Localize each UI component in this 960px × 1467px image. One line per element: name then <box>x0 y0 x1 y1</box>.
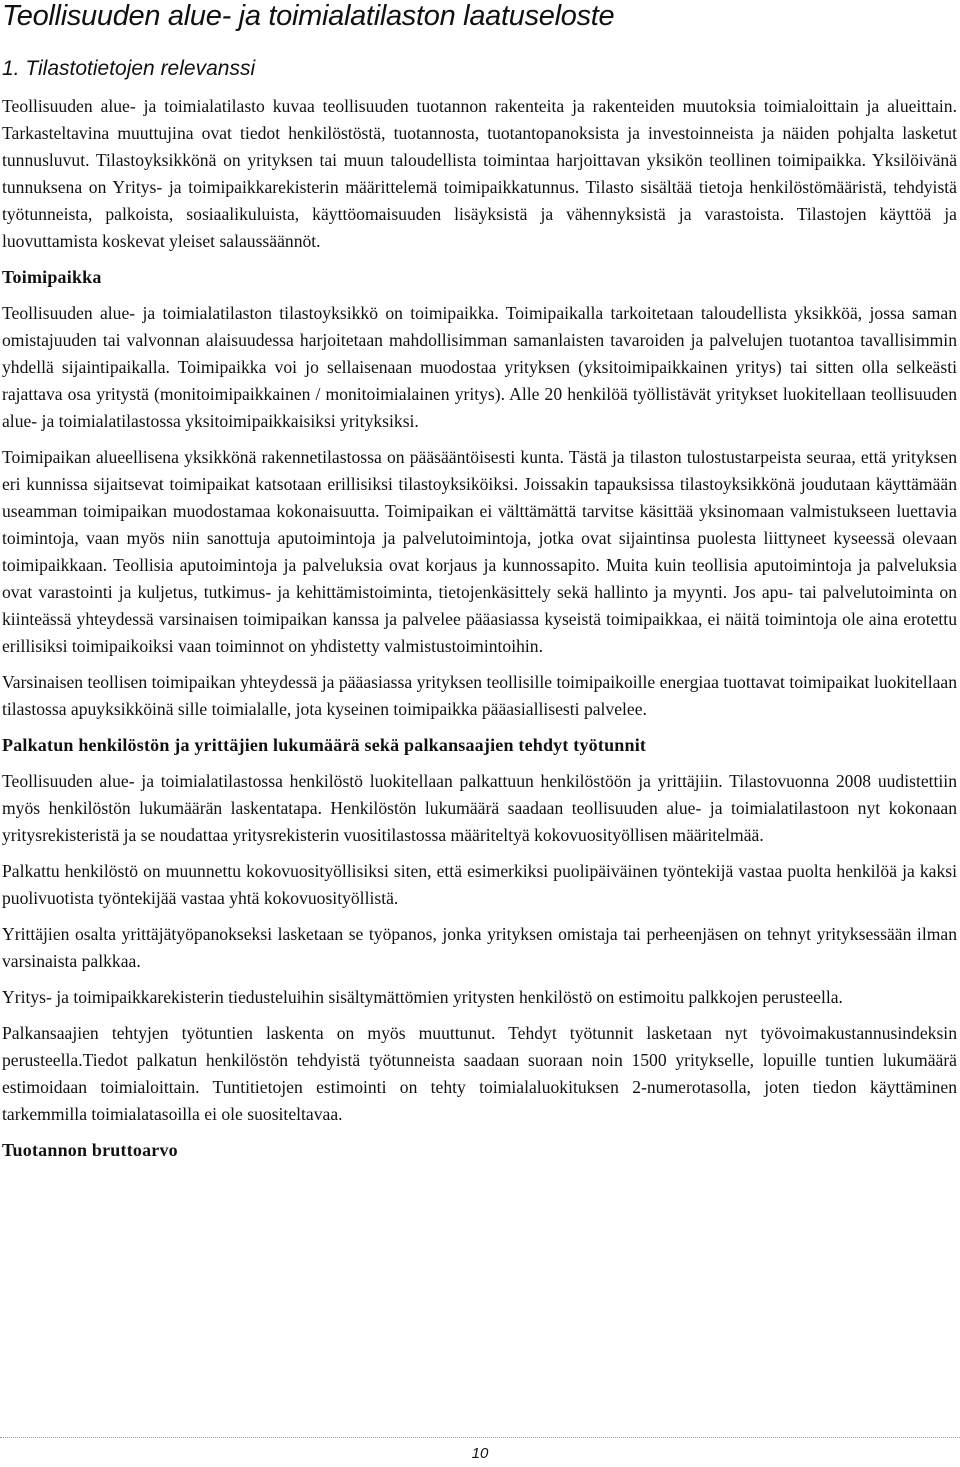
toimipaikka-paragraph-3: Varsinaisen teollisen toimipaikan yhteydessä ja pääasiassa yrityksen teollisille toimipaikoille energiaa tuottavat toimipaikat luokitellaan tilastossa apuyksikköinä sille toimialalle, jota kyseinen toimipaikka pääasiallisesti palvelee. <box>2 672 957 719</box>
henkilosto-paragraph-1: Teollisuuden alue- ja toimialatilastossa henkilöstö luokitellaan palkattuun henkilöstöön ja yrittäjiin. Tilastovuonna 2008 uudistettiin myös henkilöstön lukumäärän laskentatapa. Henkilöstön lukumäärä saadaan teollisuuden alue- ja toimialatilastoon nyt kokonaan yritysrekisteristä ja se noudattaa yritysrekisterin vuositilastossa määriteltyä kokovuosityöllisen määritelmää. <box>2 771 957 845</box>
bruttoarvo-heading: Tuotannon bruttoarvo <box>2 1140 178 1160</box>
page-number: 10 <box>471 1445 489 1462</box>
toimipaikka-paragraph-2: Toimipaikan alueellisena yksikkönä rakennetilastossa on pääsääntöisesti kunta. Tästä ja tilaston tulostustarpeista seuraa, että yrityksen eri kunnissa sijaitsevat toimipaikat katsotaan erillisiksi tilastoyksiköiksi. Joissakin tapauksissa tilastoyksikkönä joudutaan käyttämään useamman toimipaikan muodostamaa kokonaisuutta. Toimipaikan ei välttämättä tarvitse käsittää yksinomaan valmistukseen luettavia toimintoja, vaan myös niin sanottuja aputoimintoja ja palvelutoimintoja, jotka ovat sijaintinsa puolesta liittyneet kyseessä olevaan toimipaikkaan. Teollisia aputoimintoja ja palveluksia ovat korjaus ja kunnossapito. Muita kuin teollisia aputoimintoja ja palveluksia ovat varastointi ja kuljetus, tutkimus- ja kehittämistoiminta, tietojenkäsittely sekä hallinto ja myynti. Jos apu- tai palvelutoiminta on kiinteässä yhteydessä varsinaisen toimipaikan kanssa ja palvelee pääasiassa kyseistä toimipaikkaa, ei näitä toimintoja ole aina erotettu erillisiksi toimipaikoiksi vaan toiminnot on yhdistetty valmistustoimintoihin. <box>2 447 957 656</box>
section-heading: 1. Tilastotietojen relevanssi <box>2 57 256 80</box>
document-title: Teollisuuden alue- ja toimialatilaston laatuseloste <box>2 0 615 32</box>
document-body <box>2 93 957 1173</box>
henkilosto-paragraph-5: Palkansaajien tehtyjen työtuntien laskenta on myös muuttunut. Tehdyt työtunnit lasketaan nyt työvoimakustannusindeksin perusteella.Tiedot palkatun henkilöstön tehdyistä työtunneista saadaan suoraan noin 1500 yritykselle, lopuille tuntien lukumäärä estimoidaan toimialoittain. Tuntitietojen estimointi on tehty toimialaluokituksen 2-numerotasolla, joten tiedon käyttäminen tarkemmilla toimialatasoilla ei ole suositeltavaa. <box>2 1023 957 1124</box>
henkilosto-paragraph-2: Palkattu henkilöstö on muunnettu kokovuosityöllisiksi siten, että esimerkiksi puolipäiväinen työntekijä vastaa puolta henkilöä ja kaksi puolivuotista työntekijää vastaa yhtä kokovuosityöllistä. <box>2 861 957 908</box>
henkilosto-heading: Palkatun henkilöstön ja yrittäjien lukumäärä sekä palkansaajien tehdyt työtunnit <box>2 735 647 755</box>
henkilosto-paragraph-3: Yrittäjien osalta yrittäjätyöpanokseksi lasketaan se työpanos, jonka yrityksen omistaja tai perheenjäsen on tehnyt yrityksessään ilman varsinaista palkkaa. <box>2 924 957 971</box>
toimipaikka-heading: Toimipaikka <box>2 267 102 287</box>
footer-divider <box>0 1437 960 1438</box>
henkilosto-paragraph-4: Yritys- ja toimipaikkarekisterin tiedusteluihin sisältymättömien yritysten henkilöstö on estimoitu palkkojen perusteella. <box>2 987 843 1007</box>
intro-paragraph: Teollisuuden alue- ja toimialatilasto kuvaa teollisuuden tuotannon rakenteita ja rakenteiden muutoksia toimialoittain ja alueittain. Tarkasteltavina muuttujina ovat tiedot henkilöstöstä, tuotannosta, tuotantopanoksista ja investoinneista ja näiden pohjalta lasketut tunnusluvut. Tilastoyksikkönä on yrityksen tai muun taloudellista toimintaa harjoittavan yksikön teollinen toimipaikka. Yksilöivänä tunnuksena on Yritys- ja toimipaikkarekisterin määrittelemä toimipaikkatunnus. Tilasto sisältää tietoja henkilöstömääristä, tehdyistä työtunneista, palkoista, sosiaalikuluista, käyttöomaisuuden lisäyksistä ja vähennyksistä ja varastoista. Tilastojen käyttöä ja luovuttamista koskevat yleiset salaussäännöt. <box>2 96 957 251</box>
toimipaikka-paragraph-1: Teollisuuden alue- ja toimialatilaston tilastoyksikkö on toimipaikka. Toimipaikalla tarkoitetaan taloudellista yksikköä, jossa saman omistajuuden tai valvonnan alaisuudessa harjoitetaan mahdollisimman samanlaisten tavaroiden ja palvelujen tuotantoa tavallisimmin yhdellä sijaintipaikalla. Toimipaikka voi jo sellaisenaan muodostaa yrityksen (yksitoimipaikkainen yritys) tai sitten olla selkeästi rajattava osa yritystä (monitoimipaikkainen / monitoimialainen yritys). Alle 20 henkilöä työllistävät yritykset luokitellaan teollisuuden alue- ja toimialatilastossa yksitoimipaikkaisiksi yrityksiksi. <box>2 303 957 431</box>
